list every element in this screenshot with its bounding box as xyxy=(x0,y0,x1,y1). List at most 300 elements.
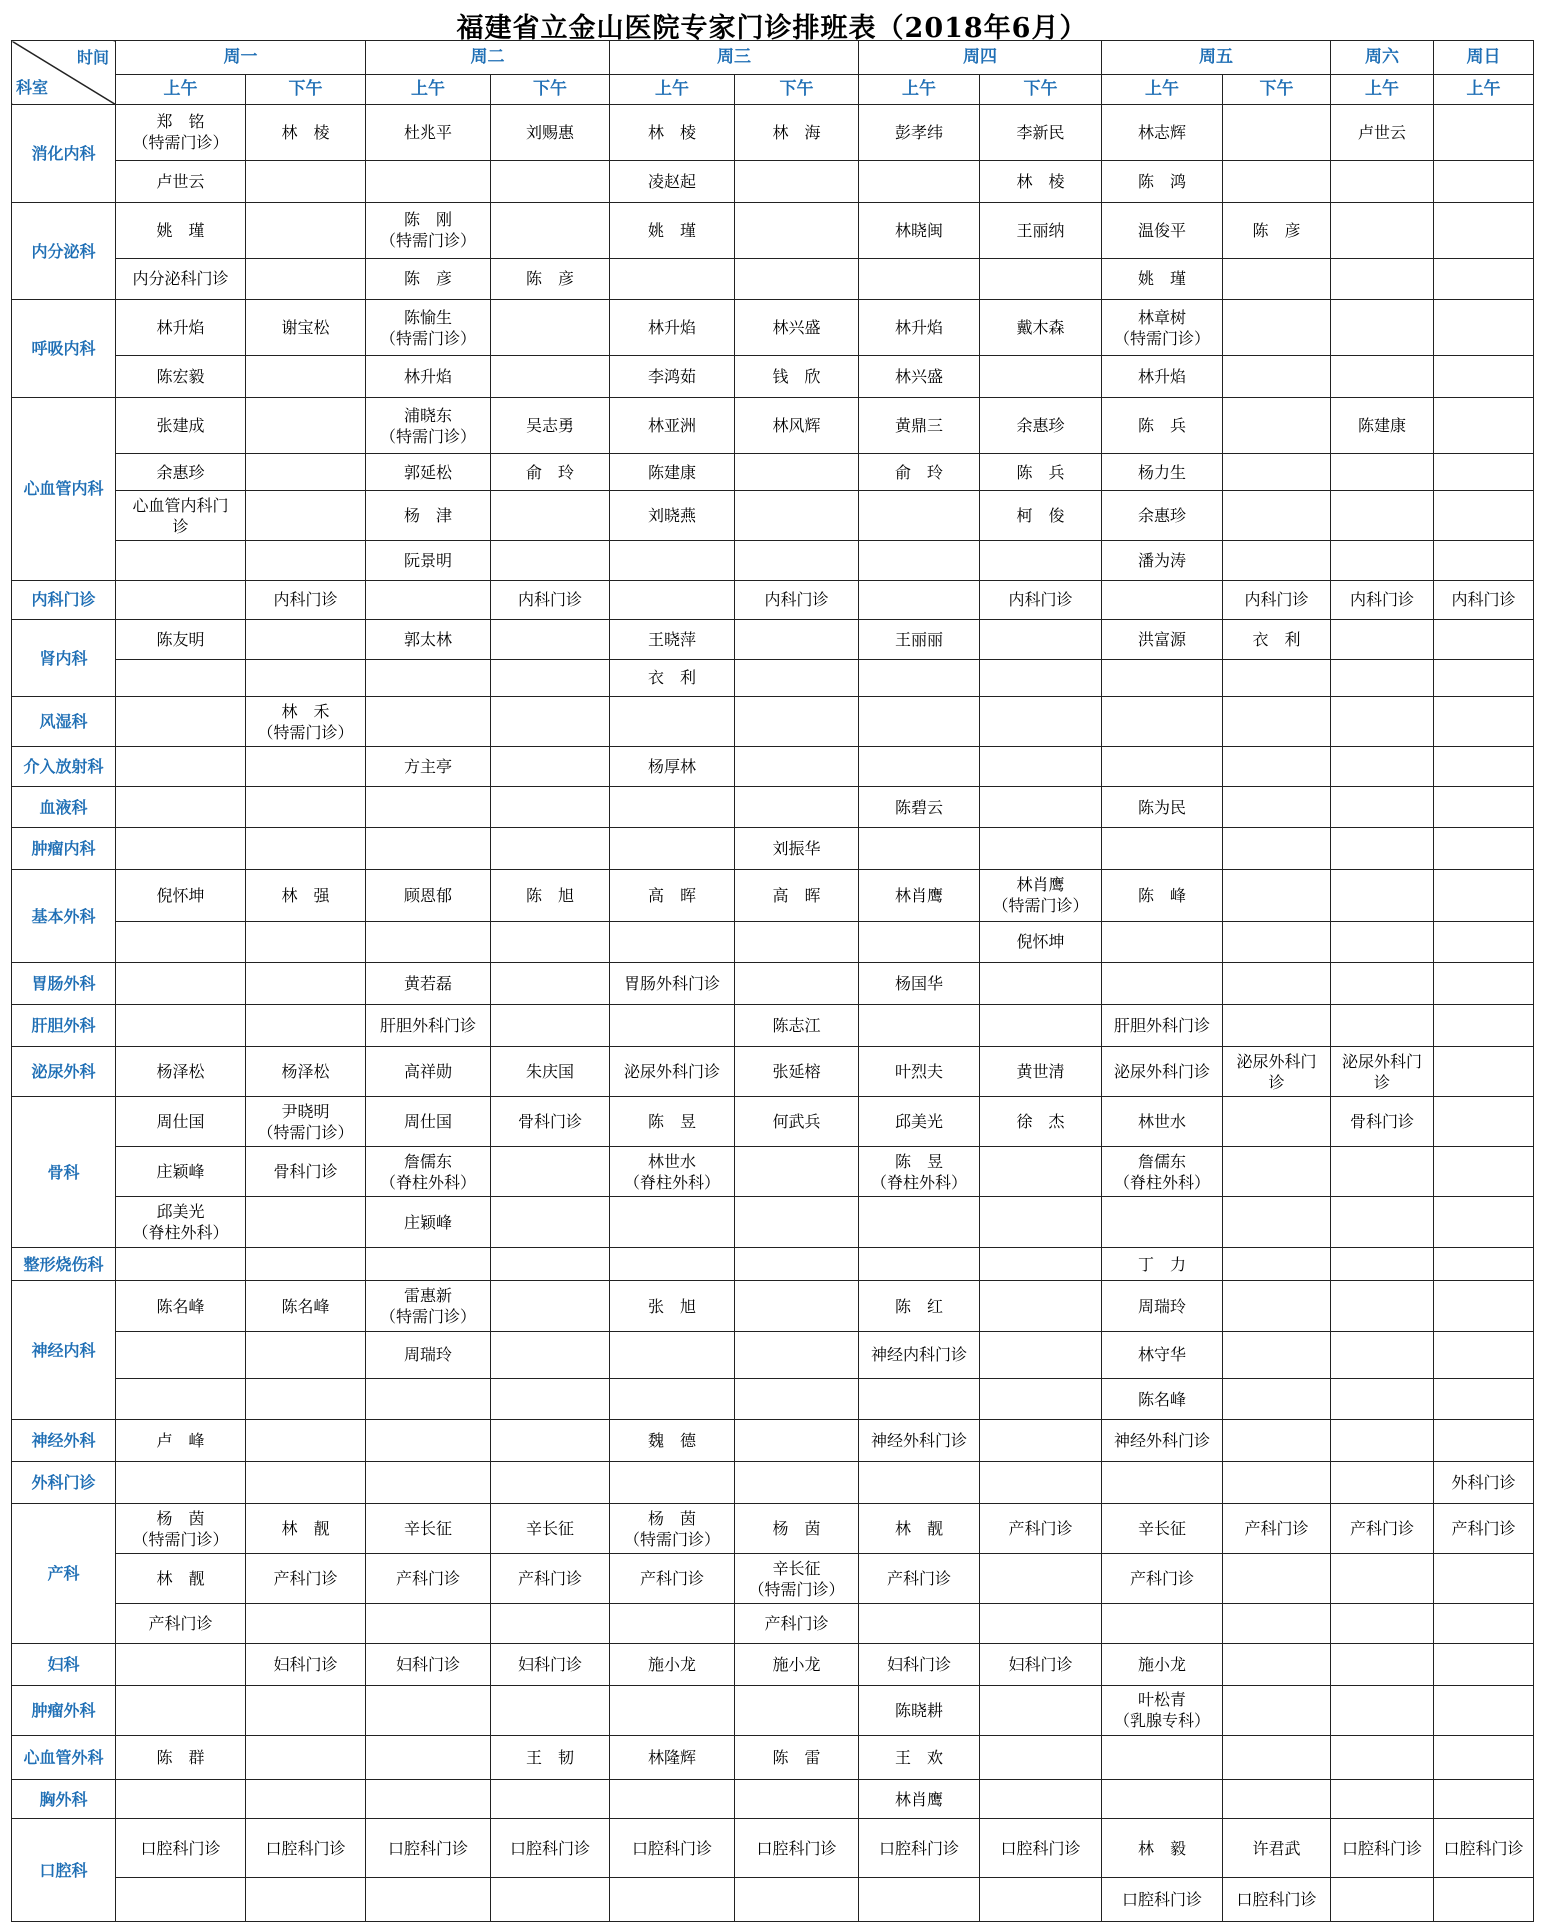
schedule-cell xyxy=(610,1877,735,1921)
schedule-cell xyxy=(491,1779,610,1819)
schedule-cell xyxy=(116,580,246,620)
session-header: 上午 xyxy=(366,75,491,105)
schedule-cell: 浦晓东 （特需门诊） xyxy=(366,398,491,454)
table-row xyxy=(12,1097,1534,1147)
schedule-cell xyxy=(116,828,246,870)
schedule-cell: 王丽丽 xyxy=(859,620,980,660)
schedule-cell: 妇科门诊 xyxy=(491,1643,610,1685)
schedule-cell xyxy=(735,453,859,490)
schedule-cell xyxy=(1102,1604,1223,1644)
schedule-cell xyxy=(116,697,246,747)
schedule-cell: 衣 利 xyxy=(610,659,735,696)
schedule-cell xyxy=(1331,620,1434,660)
schedule-cell xyxy=(859,659,980,696)
schedule-cell xyxy=(366,1420,491,1462)
schedule-cell xyxy=(366,1685,491,1735)
schedule-cell xyxy=(980,541,1102,581)
schedule-cell xyxy=(735,1332,859,1379)
schedule-cell: 高祥勋 xyxy=(366,1047,491,1097)
table-row xyxy=(12,1248,1534,1281)
schedule-cell: 周瑞玲 xyxy=(366,1332,491,1379)
schedule-cell: 内科门诊 xyxy=(1331,580,1434,620)
corner-dept-label: 科室 xyxy=(16,78,49,97)
schedule-cell xyxy=(1223,1280,1331,1331)
table-header xyxy=(12,41,1534,105)
schedule-cell: 刘振华 xyxy=(735,828,859,870)
schedule-cell: 杨 茵 （特需门诊） xyxy=(116,1504,246,1554)
schedule-cell xyxy=(1434,620,1534,660)
schedule-cell xyxy=(735,160,859,202)
schedule-cell xyxy=(1331,453,1434,490)
schedule-cell xyxy=(1331,828,1434,870)
schedule-cell: 林兴盛 xyxy=(735,300,859,356)
schedule-cell: 林升焰 xyxy=(610,300,735,356)
schedule-cell xyxy=(1223,398,1331,454)
department-name: 肿瘤内科 xyxy=(12,828,116,870)
schedule-cell: 陈 雷 xyxy=(735,1735,859,1779)
schedule-cell xyxy=(1331,1735,1434,1779)
schedule-cell: 陈 昱 xyxy=(610,1097,735,1147)
table-row xyxy=(12,697,1534,747)
schedule-cell: 辛长征 xyxy=(491,1504,610,1554)
schedule-cell xyxy=(980,786,1102,828)
schedule-cell: 陈 彦 xyxy=(1223,202,1331,258)
table-row xyxy=(12,300,1534,356)
schedule-cell xyxy=(491,160,610,202)
schedule-cell xyxy=(1434,453,1534,490)
department-name: 介入放射科 xyxy=(12,747,116,787)
schedule-cell xyxy=(735,541,859,581)
schedule-cell xyxy=(980,1554,1102,1604)
schedule-cell: 泌尿外科门诊 xyxy=(1102,1047,1223,1097)
schedule-cell xyxy=(859,921,980,963)
schedule-cell xyxy=(1434,697,1534,747)
schedule-cell xyxy=(980,1420,1102,1462)
schedule-cell xyxy=(491,620,610,660)
schedule-cell xyxy=(246,1005,366,1047)
table-row xyxy=(12,1378,1534,1420)
schedule-cell xyxy=(1434,258,1534,300)
schedule-cell xyxy=(1434,541,1534,581)
schedule-cell xyxy=(1223,1735,1331,1779)
schedule-cell xyxy=(859,258,980,300)
schedule-cell xyxy=(1434,356,1534,398)
schedule-cell: 林升焰 xyxy=(366,356,491,398)
schedule-cell: 黄世清 xyxy=(980,1047,1102,1097)
schedule-cell: 陈建康 xyxy=(1331,398,1434,454)
table-row xyxy=(12,1332,1534,1379)
schedule-cell: 产科门诊 xyxy=(735,1604,859,1644)
schedule-cell xyxy=(116,1378,246,1420)
schedule-cell xyxy=(246,963,366,1005)
schedule-cell xyxy=(1331,921,1434,963)
schedule-cell xyxy=(1223,1420,1331,1462)
schedule-cell xyxy=(491,786,610,828)
schedule-cell: 产科门诊 xyxy=(859,1554,980,1604)
schedule-cell xyxy=(980,1197,1102,1248)
schedule-cell: 陈友明 xyxy=(116,620,246,660)
schedule-cell: 顾恩郁 xyxy=(366,870,491,921)
schedule-cell: 魏 德 xyxy=(610,1420,735,1462)
schedule-cell: 温俊平 xyxy=(1102,202,1223,258)
schedule-cell xyxy=(735,1248,859,1281)
day-header: 周四 xyxy=(859,41,1102,75)
day-header: 周五 xyxy=(1102,41,1331,75)
schedule-cell: 刘赐惠 xyxy=(491,105,610,161)
schedule-cell xyxy=(491,300,610,356)
schedule-cell xyxy=(610,1248,735,1281)
table-row xyxy=(12,1685,1534,1735)
schedule-cell xyxy=(491,1877,610,1921)
schedule-cell: 林隆辉 xyxy=(610,1735,735,1779)
table-row xyxy=(12,356,1534,398)
schedule-cell xyxy=(1434,1554,1534,1604)
schedule-cell xyxy=(980,1877,1102,1921)
department-name: 呼吸内科 xyxy=(12,300,116,398)
schedule-cell: 陈 兵 xyxy=(980,453,1102,490)
schedule-cell: 内科门诊 xyxy=(491,580,610,620)
schedule-cell xyxy=(491,356,610,398)
schedule-cell xyxy=(980,1147,1102,1197)
schedule-cell xyxy=(1434,1332,1534,1379)
schedule-cell xyxy=(859,491,980,541)
table-row xyxy=(12,1554,1534,1604)
schedule-cell: 林肖鹰 （特需门诊） xyxy=(980,870,1102,921)
schedule-cell: 妇科门诊 xyxy=(366,1643,491,1685)
schedule-cell: 陈晓耕 xyxy=(859,1685,980,1735)
schedule-cell: 林 棱 xyxy=(610,105,735,161)
schedule-cell: 杨 茵 xyxy=(735,1504,859,1554)
schedule-cell: 倪怀坤 xyxy=(116,870,246,921)
schedule-cell xyxy=(1102,963,1223,1005)
schedule-cell xyxy=(366,160,491,202)
schedule-cell xyxy=(1434,1097,1534,1147)
schedule-cell xyxy=(491,659,610,696)
schedule-cell xyxy=(246,258,366,300)
schedule-cell xyxy=(116,1005,246,1047)
schedule-cell: 杨泽松 xyxy=(116,1047,246,1097)
schedule-cell xyxy=(1223,1097,1331,1147)
schedule-cell: 林世水 （脊柱外科） xyxy=(610,1147,735,1197)
schedule-cell: 妇科门诊 xyxy=(859,1643,980,1685)
schedule-cell xyxy=(491,1378,610,1420)
schedule-cell xyxy=(980,697,1102,747)
schedule-cell xyxy=(246,1197,366,1248)
schedule-cell: 林志辉 xyxy=(1102,105,1223,161)
schedule-cell: 口腔科门诊 xyxy=(1331,1819,1434,1877)
schedule-cell xyxy=(246,921,366,963)
schedule-cell: 凌赵起 xyxy=(610,160,735,202)
schedule-cell: 潘为涛 xyxy=(1102,541,1223,581)
schedule-cell xyxy=(1223,1332,1331,1379)
schedule-cell: 詹儒东 （脊柱外科） xyxy=(1102,1147,1223,1197)
department-name: 心血管内科 xyxy=(12,398,116,581)
schedule-cell: 内分泌科门诊 xyxy=(116,258,246,300)
schedule-cell xyxy=(1434,963,1534,1005)
schedule-cell xyxy=(246,1332,366,1379)
schedule-cell: 骨科门诊 xyxy=(246,1147,366,1197)
session-header: 下午 xyxy=(491,75,610,105)
schedule-cell: 骨科门诊 xyxy=(1331,1097,1434,1147)
department-name: 神经外科 xyxy=(12,1420,116,1462)
schedule-cell xyxy=(1434,747,1534,787)
schedule-cell xyxy=(1331,1877,1434,1921)
schedule-cell: 陈愉生 （特需门诊） xyxy=(366,300,491,356)
schedule-cell: 张 旭 xyxy=(610,1280,735,1331)
table-row xyxy=(12,1643,1534,1685)
schedule-cell xyxy=(1102,828,1223,870)
schedule-cell xyxy=(1223,786,1331,828)
table-row xyxy=(12,1047,1534,1097)
schedule-cell xyxy=(980,356,1102,398)
department-name: 内分泌科 xyxy=(12,202,116,300)
schedule-cell xyxy=(491,1332,610,1379)
schedule-cell xyxy=(859,1462,980,1504)
schedule-cell xyxy=(735,1779,859,1819)
table-row xyxy=(12,491,1534,541)
schedule-cell: 刘晓燕 xyxy=(610,491,735,541)
schedule-cell xyxy=(610,541,735,581)
schedule-cell xyxy=(491,491,610,541)
schedule-cell xyxy=(246,160,366,202)
schedule-cell: 陈建康 xyxy=(610,453,735,490)
schedule-cell xyxy=(1434,491,1534,541)
schedule-cell xyxy=(859,541,980,581)
schedule-cell xyxy=(1331,1462,1434,1504)
schedule-cell: 施小龙 xyxy=(1102,1643,1223,1685)
schedule-cell xyxy=(116,1462,246,1504)
schedule-cell: 张建成 xyxy=(116,398,246,454)
schedule-cell xyxy=(1434,1197,1534,1248)
schedule-cell xyxy=(980,828,1102,870)
day-header: 周日 xyxy=(1434,41,1534,75)
schedule-cell xyxy=(610,1332,735,1379)
schedule-cell xyxy=(1223,300,1331,356)
schedule-cell: 高 晖 xyxy=(735,870,859,921)
schedule-cell xyxy=(1223,921,1331,963)
schedule-cell xyxy=(1434,659,1534,696)
schedule-cell xyxy=(859,1378,980,1420)
schedule-cell xyxy=(1434,160,1534,202)
session-header: 上午 xyxy=(116,75,246,105)
schedule-cell: 产科门诊 xyxy=(1331,1504,1434,1554)
schedule-cell: 口腔科门诊 xyxy=(859,1819,980,1877)
table-row xyxy=(12,1877,1534,1921)
schedule-cell xyxy=(859,1197,980,1248)
schedule-cell xyxy=(980,1280,1102,1331)
schedule-cell xyxy=(1102,697,1223,747)
schedule-cell xyxy=(1331,1643,1434,1685)
schedule-cell: 陈 鸿 xyxy=(1102,160,1223,202)
schedule-cell: 产科门诊 xyxy=(1102,1554,1223,1604)
schedule-cell: 王丽纳 xyxy=(980,202,1102,258)
schedule-cell xyxy=(246,659,366,696)
schedule-cell xyxy=(1331,1779,1434,1819)
schedule-cell xyxy=(1434,1877,1534,1921)
schedule-cell: 林 海 xyxy=(735,105,859,161)
schedule-cell xyxy=(246,1779,366,1819)
schedule-cell xyxy=(491,1685,610,1735)
schedule-cell: 周瑞玲 xyxy=(1102,1280,1223,1331)
schedule-cell: 陈 红 xyxy=(859,1280,980,1331)
schedule-cell xyxy=(246,453,366,490)
schedule-cell xyxy=(1331,1280,1434,1331)
schedule-cell xyxy=(366,1248,491,1281)
schedule-cell xyxy=(491,963,610,1005)
schedule-cell: 陈 群 xyxy=(116,1735,246,1779)
schedule-cell xyxy=(980,1248,1102,1281)
schedule-cell xyxy=(735,1378,859,1420)
schedule-cell xyxy=(1102,747,1223,787)
schedule-cell: 余惠珍 xyxy=(1102,491,1223,541)
schedule-cell xyxy=(1223,453,1331,490)
schedule-cell xyxy=(1223,1005,1331,1047)
schedule-cell xyxy=(735,963,859,1005)
schedule-cell xyxy=(610,786,735,828)
schedule-cell xyxy=(491,697,610,747)
schedule-cell: 郭延松 xyxy=(366,453,491,490)
schedule-cell: 陈名峰 xyxy=(116,1280,246,1331)
schedule-cell xyxy=(116,921,246,963)
schedule-cell xyxy=(980,620,1102,660)
schedule-cell: 杜兆平 xyxy=(366,105,491,161)
schedule-cell: 林升焰 xyxy=(1102,356,1223,398)
schedule-cell: 杨泽松 xyxy=(246,1047,366,1097)
schedule-cell xyxy=(116,963,246,1005)
schedule-cell: 口腔科门诊 xyxy=(980,1819,1102,1877)
schedule-cell: 产科门诊 xyxy=(1434,1504,1534,1554)
schedule-cell: 林章树 （特需门诊） xyxy=(1102,300,1223,356)
schedule-cell: 内科门诊 xyxy=(980,580,1102,620)
schedule-cell xyxy=(1331,963,1434,1005)
schedule-cell: 产科门诊 xyxy=(1223,1504,1331,1554)
schedule-cell xyxy=(1223,1554,1331,1604)
department-name: 基本外科 xyxy=(12,870,116,963)
schedule-cell: 神经内科门诊 xyxy=(859,1332,980,1379)
schedule-cell: 泌尿外科门诊 xyxy=(610,1047,735,1097)
schedule-cell xyxy=(116,1248,246,1281)
schedule-cell xyxy=(491,1197,610,1248)
schedule-cell: 庄颖峰 xyxy=(366,1197,491,1248)
schedule-cell: 林兴盛 xyxy=(859,356,980,398)
schedule-cell xyxy=(980,1685,1102,1735)
schedule-cell xyxy=(366,1779,491,1819)
table-row xyxy=(12,160,1534,202)
table-body xyxy=(12,105,1534,1922)
schedule-cell: 施小龙 xyxy=(735,1643,859,1685)
schedule-cell xyxy=(1223,1462,1331,1504)
schedule-cell xyxy=(1434,1280,1534,1331)
schedule-cell xyxy=(1223,1643,1331,1685)
department-name: 风湿科 xyxy=(12,697,116,747)
schedule-cell: 施小龙 xyxy=(610,1643,735,1685)
schedule-cell: 林肖鹰 xyxy=(859,1779,980,1819)
schedule-cell: 姚 瑾 xyxy=(1102,258,1223,300)
schedule-cell xyxy=(366,1462,491,1504)
schedule-cell xyxy=(116,1332,246,1379)
schedule-cell: 叶烈夫 xyxy=(859,1047,980,1097)
schedule-cell xyxy=(1331,786,1434,828)
schedule-cell: 辛长征 （特需门诊） xyxy=(735,1554,859,1604)
corner-header xyxy=(12,41,116,105)
table-row xyxy=(12,1504,1534,1554)
schedule-cell xyxy=(366,1604,491,1644)
schedule-cell: 林肖鹰 xyxy=(859,870,980,921)
schedule-cell xyxy=(1331,1197,1434,1248)
schedule-cell: 心血管内科门 诊 xyxy=(116,491,246,541)
schedule-cell: 周仕国 xyxy=(116,1097,246,1147)
schedule-cell xyxy=(366,1735,491,1779)
schedule-cell xyxy=(610,258,735,300)
department-name: 胃肠外科 xyxy=(12,963,116,1005)
schedule-cell: 陈宏毅 xyxy=(116,356,246,398)
schedule-cell: 陈 兵 xyxy=(1102,398,1223,454)
schedule-cell xyxy=(491,1604,610,1644)
schedule-cell xyxy=(1223,1248,1331,1281)
schedule-cell: 口腔科门诊 xyxy=(246,1819,366,1877)
schedule-cell xyxy=(1331,1420,1434,1462)
schedule-cell xyxy=(1434,1248,1534,1281)
schedule-cell xyxy=(491,1280,610,1331)
day-header: 周一 xyxy=(116,41,366,75)
schedule-cell xyxy=(980,747,1102,787)
department-name: 消化内科 xyxy=(12,105,116,203)
table-row xyxy=(12,1147,1534,1197)
schedule-cell: 杨 津 xyxy=(366,491,491,541)
schedule-cell xyxy=(610,1779,735,1819)
schedule-cell xyxy=(735,1280,859,1331)
schedule-cell xyxy=(246,1685,366,1735)
table-row xyxy=(12,786,1534,828)
schedule-cell: 林 棱 xyxy=(980,160,1102,202)
schedule-cell: 陈 彦 xyxy=(491,258,610,300)
schedule-cell xyxy=(1331,160,1434,202)
schedule-cell xyxy=(246,1248,366,1281)
schedule-cell: 辛长征 xyxy=(366,1504,491,1554)
schedule-cell xyxy=(980,1005,1102,1047)
schedule-cell xyxy=(980,659,1102,696)
schedule-cell: 戴木森 xyxy=(980,300,1102,356)
department-name: 血液科 xyxy=(12,786,116,828)
department-name: 产科 xyxy=(12,1504,116,1644)
schedule-cell xyxy=(246,1604,366,1644)
schedule-cell xyxy=(1331,541,1434,581)
schedule-cell: 钱 欣 xyxy=(735,356,859,398)
schedule-cell xyxy=(1223,160,1331,202)
schedule-cell xyxy=(246,786,366,828)
schedule-cell: 郑 铭 （特需门诊） xyxy=(116,105,246,161)
schedule-cell xyxy=(1434,1378,1534,1420)
schedule-cell xyxy=(1102,1197,1223,1248)
schedule-cell xyxy=(1223,870,1331,921)
schedule-cell xyxy=(246,202,366,258)
schedule-cell: 陈 昱 （脊柱外科） xyxy=(859,1147,980,1197)
schedule-cell: 彭孝纬 xyxy=(859,105,980,161)
schedule-cell: 口腔科门诊 xyxy=(610,1819,735,1877)
schedule-cell xyxy=(1331,300,1434,356)
schedule-cell xyxy=(610,828,735,870)
department-name: 口腔科 xyxy=(12,1819,116,1922)
schedule-cell: 林 棱 xyxy=(246,105,366,161)
schedule-cell: 黄鼎三 xyxy=(859,398,980,454)
schedule-cell xyxy=(1102,659,1223,696)
schedule-cell: 胃肠外科门诊 xyxy=(610,963,735,1005)
schedule-cell xyxy=(1223,1378,1331,1420)
schedule-cell: 产科门诊 xyxy=(116,1604,246,1644)
schedule-cell: 陈 彦 xyxy=(366,258,491,300)
schedule-cell: 余惠珍 xyxy=(116,453,246,490)
schedule-cell xyxy=(1331,1685,1434,1735)
